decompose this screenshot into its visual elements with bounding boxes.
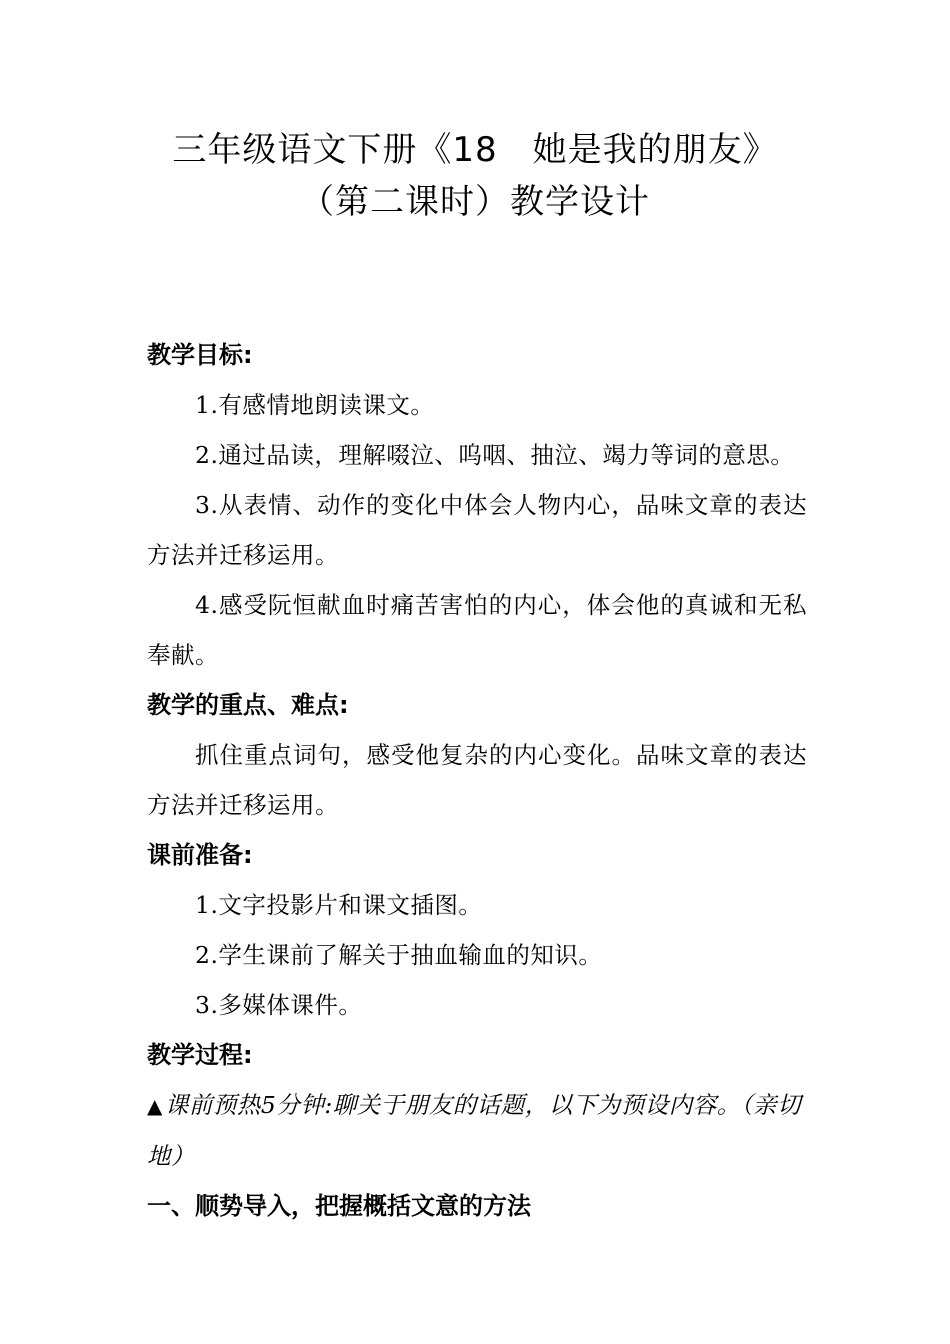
process-heading: 教学过程: [147, 1041, 253, 1069]
warmup-note [147, 1080, 807, 1181]
preparation-item-1: 1.文字投影片和课文插图。 [195, 891, 483, 919]
preparation-item-2: 2.学生课前了解关于抽血输血的知识。 [195, 941, 603, 969]
key-points-text: 抓住重点词句，感受他复杂的内心变化。品味文章的表达方法并迁移运用。 [147, 741, 807, 819]
document-title-line-2: （第二课时）教学设计 [300, 182, 650, 222]
section-1-heading: 一、顺势导入，把握概括文意的方法 [147, 1192, 531, 1220]
objective-item-2: 2.通过品读，理解啜泣、呜咽、抽泣、竭力等词的意思。 [195, 441, 795, 469]
warmup-note-text: 课前预热5分钟:聊关于朋友的话题，以下为预设内容。（亲切地） [147, 1091, 802, 1170]
document-body [147, 330, 807, 1231]
objectives-heading: 教学目标: [147, 341, 253, 369]
objective-item-3: 3.从表情、动作的变化中体会人物内心，品味文章的表达方法并迁移运用。 [147, 491, 807, 569]
objective-item-4: 4.感受阮恒献血时痛苦害怕的内心，体会他的真诚和无私奉献。 [147, 591, 807, 669]
objective-item-1: 1.有感情地朗读课文。 [195, 391, 435, 419]
key-points-heading: 教学的重点、难点: [147, 691, 349, 719]
preparation-item-3: 3.多媒体课件。 [195, 991, 363, 1019]
document-title-line-1: 三年级语文下册《18 她是我的朋友》 [172, 130, 778, 170]
preparation-heading: 课前准备: [147, 841, 253, 869]
triangle-bullet-icon: ▲ [147, 1094, 163, 1118]
